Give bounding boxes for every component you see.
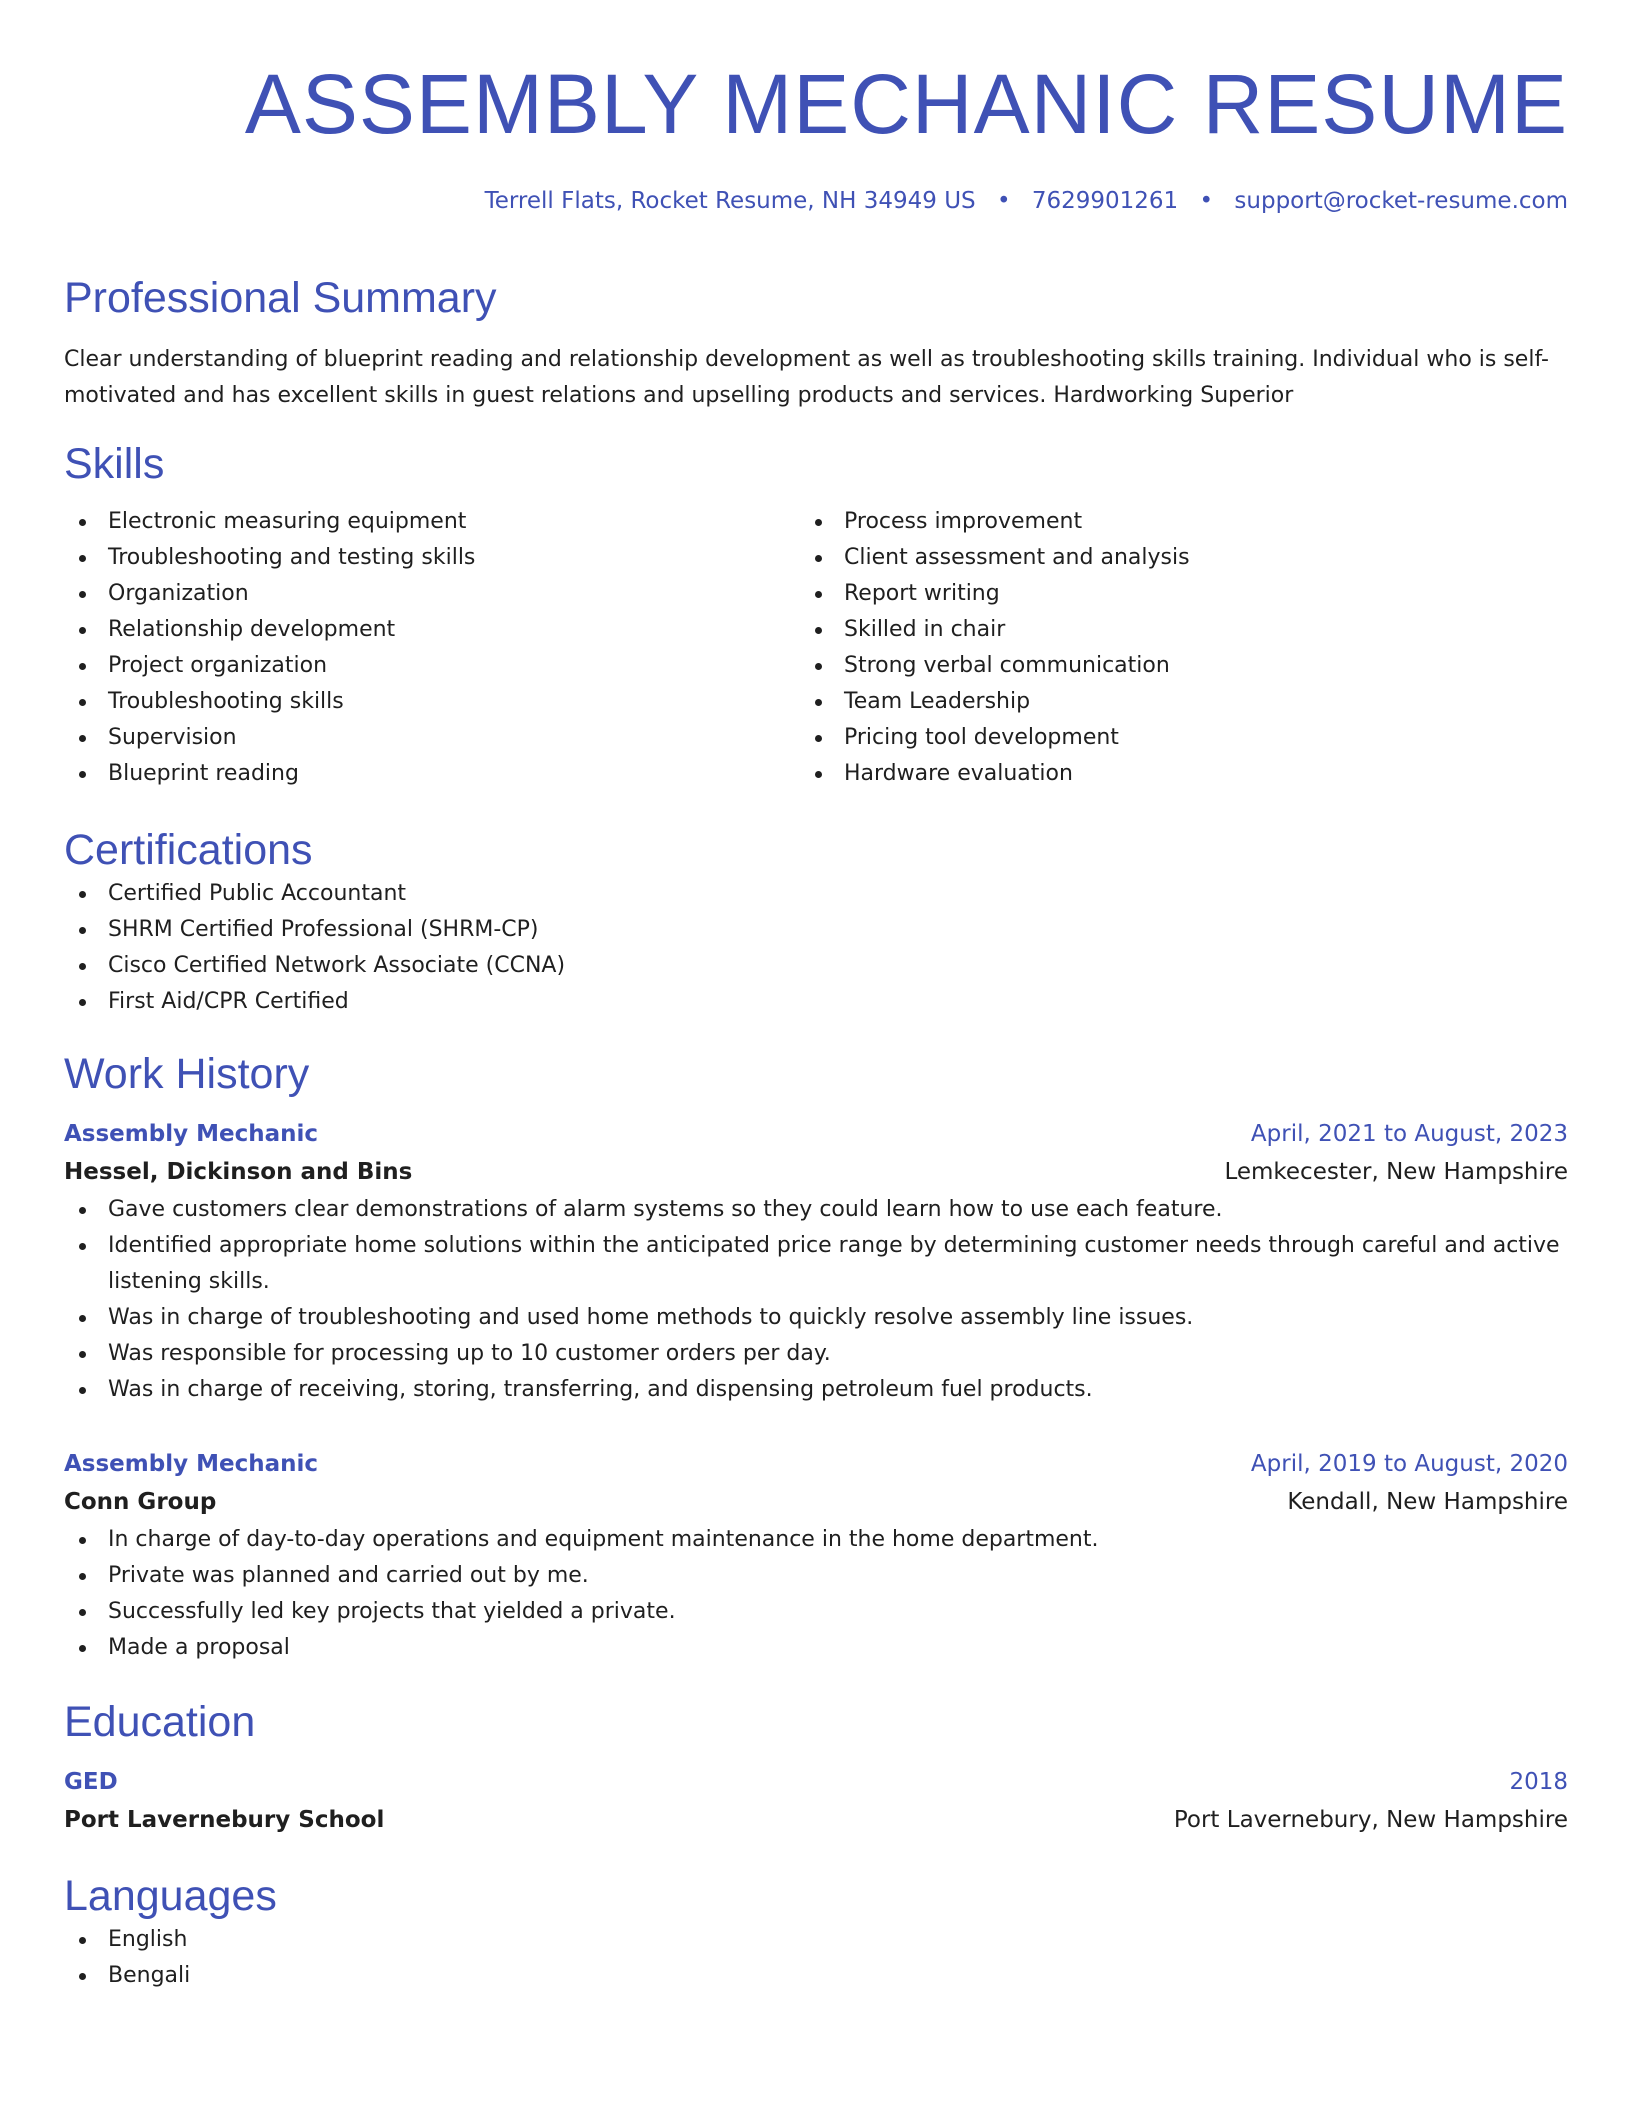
- resume-title: ASSEMBLY MECHANIC RESUME: [244, 57, 1568, 151]
- job-location: Kendall, New Hampshire: [1287, 1489, 1568, 1515]
- job-duty-item: Successfully led key projects that yielded a private.: [64, 1594, 1568, 1630]
- work-history-heading: Work History: [64, 1050, 310, 1098]
- skill-item: Electronic measuring equipment: [64, 504, 800, 540]
- skill-item: Supervision: [64, 720, 800, 756]
- language-item: Bengali: [64, 1958, 1568, 1994]
- certifications-list: [64, 876, 1568, 1020]
- job-duty-item: In charge of day-to-day operations and equipment maintenance in the home department.: [64, 1522, 1568, 1558]
- skill-item: Team Leadership: [800, 684, 1536, 720]
- summary-heading: Professional Summary: [64, 274, 497, 322]
- skill-item: Troubleshooting and testing skills: [64, 540, 800, 576]
- job-duty-item: Made a proposal: [64, 1630, 1568, 1666]
- certification-item: Cisco Certified Network Associate (CCNA): [64, 948, 1568, 984]
- resume-header: [64, 54, 1568, 216]
- contact-email: support@rocket-resume.com: [1234, 188, 1568, 214]
- job-duty-item: Was in charge of troubleshooting and used home methods to quickly resolve assembly line issues.: [64, 1300, 1568, 1336]
- contact-separator: •: [1199, 188, 1214, 214]
- contact-line: [64, 186, 1568, 216]
- education-school: Port Lavernebury School: [64, 1807, 385, 1833]
- job-title: Assembly Mechanic: [64, 1451, 318, 1477]
- skill-item: Troubleshooting skills: [64, 684, 800, 720]
- job-entry: [64, 1116, 1568, 1408]
- skills-column-left: [64, 504, 800, 792]
- certification-item: Certified Public Accountant: [64, 876, 1568, 912]
- job-duty-item: Was in charge of receiving, storing, transferring, and dispensing petroleum fuel products.: [64, 1372, 1568, 1408]
- job-company: Conn Group: [64, 1489, 217, 1515]
- job-company-row: [64, 1152, 1568, 1192]
- job-dates: April, 2021 to August, 2023: [1250, 1121, 1568, 1147]
- job-company-row: [64, 1482, 1568, 1522]
- skill-item: Report writing: [800, 576, 1536, 612]
- skill-item: Blueprint reading: [64, 756, 800, 792]
- skill-item: Organization: [64, 576, 800, 612]
- contact-phone: 7629901261: [1031, 188, 1179, 214]
- languages-heading: Languages: [64, 1872, 277, 1920]
- education-entry: [64, 1764, 1568, 1840]
- language-item: English: [64, 1922, 1568, 1958]
- certifications-heading: Certifications: [64, 826, 313, 874]
- skills-heading: Skills: [64, 440, 165, 488]
- skill-item: Strong verbal communication: [800, 648, 1536, 684]
- job-duty-item: Gave customers clear demonstrations of alarm systems so they could learn how to use each feature.: [64, 1192, 1568, 1228]
- job-header-row: [64, 1116, 1568, 1152]
- education-year: 2018: [1509, 1769, 1568, 1795]
- contact-address: Terrell Flats, Rocket Resume, NH 34949 US: [484, 188, 976, 214]
- education-heading: Education: [64, 1698, 256, 1746]
- job-duties-list: [64, 1522, 1568, 1666]
- skill-item: Skilled in chair: [800, 612, 1536, 648]
- certification-item: SHRM Certified Professional (SHRM-CP): [64, 912, 1568, 948]
- skill-item: Relationship development: [64, 612, 800, 648]
- job-location: Lemkecester, New Hampshire: [1224, 1159, 1568, 1185]
- skill-item: Process improvement: [800, 504, 1536, 540]
- education-location: Port Lavernebury, New Hampshire: [1173, 1807, 1568, 1833]
- education-header-row: [64, 1764, 1568, 1800]
- job-duties-list: [64, 1192, 1568, 1408]
- certification-item: First Aid/CPR Certified: [64, 984, 1568, 1020]
- job-duty-item: Private was planned and carried out by me.: [64, 1558, 1568, 1594]
- skill-item: Hardware evaluation: [800, 756, 1536, 792]
- skills-column-right: [800, 504, 1536, 792]
- skill-item: Client assessment and analysis: [800, 540, 1536, 576]
- skills-list: [64, 504, 1568, 792]
- job-duty-item: Identified appropriate home solutions within the anticipated price range by determining customer needs through careful and active listening skills.: [64, 1228, 1568, 1300]
- job-header-row: [64, 1446, 1568, 1482]
- job-dates: April, 2019 to August, 2020: [1250, 1451, 1568, 1477]
- summary-text: Clear understanding of blueprint reading and relationship development as well as troubleshooting skills training. Individual who is self-motivated and has excellent skills in guest relations and upselling products and services. Hardworking Superior: [64, 347, 1549, 408]
- job-company: Hessel, Dickinson and Bins: [64, 1159, 413, 1185]
- education-school-row: [64, 1800, 1568, 1840]
- languages-list: [64, 1922, 1568, 1994]
- job-entry: [64, 1446, 1568, 1666]
- education-degree: GED: [64, 1769, 118, 1795]
- job-duty-item: Was responsible for processing up to 10 customer orders per day.: [64, 1336, 1568, 1372]
- job-title: Assembly Mechanic: [64, 1121, 318, 1147]
- skill-item: Project organization: [64, 648, 800, 684]
- skill-item: Pricing tool development: [800, 720, 1536, 756]
- contact-separator: •: [996, 188, 1011, 214]
